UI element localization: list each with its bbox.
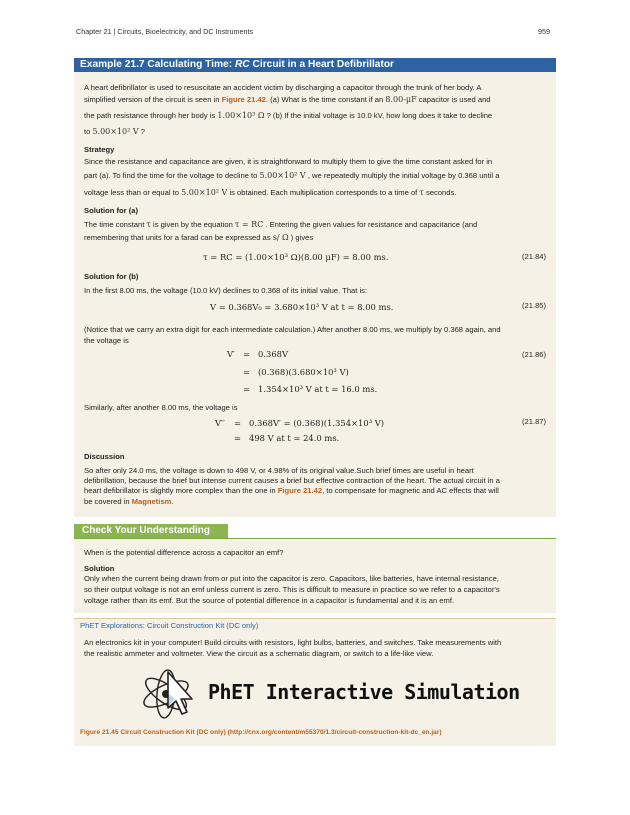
eq86-row-3: 1.354×10³ V at t = 16.0 ms. (258, 384, 378, 394)
solution-b-line-4: Similarly, after another 8.00 ms, the voltage is (84, 403, 238, 412)
strategy-line-3: voltage less than or equal to 5.00×10² V is obtained. Each multiplication corresponds to a time of τ seconds. (84, 188, 457, 197)
eq86-row-1: 0.368V (258, 349, 289, 359)
check-title-bar (74, 524, 556, 539)
eq86-sign-3: = (243, 384, 251, 394)
eq87-row-2: 498 V at t = 24.0 ms. (249, 433, 340, 443)
page-header (76, 27, 550, 36)
phet-simulation-banner[interactable] (138, 664, 520, 718)
check-solution-heading: Solution (84, 564, 115, 573)
equation-number-85: (21.85) (522, 301, 547, 310)
check-solution-line-2: so their output voltage is not an emf unless current is zero. This is difficult to measure in practice so we refer to a capacitor's (84, 585, 500, 594)
example-title: Example 21.7 Calculating Time: RC Circuit in a Heart Defibrillator (80, 59, 395, 70)
discussion-line-2: defibrillation, because the brief but intense current causes a brief but effective contraction of the heart. The actual circuit in a (84, 476, 500, 485)
figure-link-2[interactable]: Figure 21.42 (277, 486, 323, 495)
intro-line-3: the path resistance through her body is 1.00×10³ Ω ? (b) If the initial voltage is 10.0 kV, how long does it take to decline (84, 111, 493, 120)
check-title: Check Your Understanding (82, 525, 210, 536)
phet-desc-line-2: the realistic ammeter and voltmeter. View the circuit as a schematic diagram, or switch to a life-like view. (84, 649, 434, 658)
phet-heading[interactable]: PhET Explorations: Circuit Construction Kit (DC only) (80, 621, 259, 630)
solution-b-line-3: the voltage is (84, 336, 129, 345)
check-solution-line-1: Only when the current being drawn from or put into the capacitor is zero. Capacitors, like batteries, have internal resistance, (84, 574, 499, 583)
solution-a-line-2: remembering that units for a farad can be expressed as s/ Ω ) gives (84, 233, 314, 242)
magnetism-link[interactable]: Magnetism (131, 497, 172, 506)
intro-line-2: simplified version of the circuit is seen in Figure 21.42. (a) What is the time constant if an 8.00-μF capacitor is used and (84, 95, 491, 104)
strategy-heading: Strategy (84, 145, 115, 154)
solution-b-line-1: In the first 8.00 ms, the voltage (10.0 kV) declines to 0.368 of its initial value. That is: (84, 286, 368, 295)
equation-number-84: (21.84) (522, 252, 547, 261)
check-solution-line-3: voltage rather than its emf. But the source of potential difference in a capacitor is fundamental and it is an emf. (84, 596, 455, 605)
discussion-line-3: heart defibrillator is slightly more complex than the one in Figure 21.42, to compensate for magnetic and AC effects that will (84, 486, 499, 495)
eq86-lhs: V′ (227, 349, 235, 359)
strategy-line-2: part (a). To find the time for the voltage to decline to 5.00×10² V , we repeatedly multiply the initial voltage by 0.368 until a (84, 171, 500, 180)
discussion-line-1: So after only 24.0 ms, the voltage is down to 498 V, or 4.98% of its original value.Such brief times are useful in heart (84, 466, 474, 475)
solution-a-heading: Solution for (a) (84, 206, 138, 215)
strategy-line-1: Since the resistance and capacitance are given, it is straightforward to multiply them to give the time constant asked for in (84, 157, 493, 166)
phet-desc-line-1: An electronics kit in your computer! Build circuits with resistors, light bulbs, batteries, and switches. Take measurements with (84, 638, 502, 647)
figure-caption: Figure 21.45 Circuit Construction Kit (DC only) (http://cnx.org/content/m55370/1.3/circuit-construction-kit-dc_en.jar) (80, 729, 442, 736)
intro-line-4: to 5.00×10² V ? (84, 127, 146, 136)
solution-b-heading: Solution for (b) (84, 272, 139, 281)
eq87-sign-2: = (234, 433, 242, 443)
eq86-sign-2: = (243, 367, 251, 377)
eq86-sign-1: = (243, 349, 251, 359)
figure-link[interactable]: Figure 21.42. (221, 95, 269, 104)
discussion-line-4: be covered in Magnetism. (84, 497, 174, 506)
chapter-title: Chapter 21 | Circuits, Bioelectricity, and DC Instruments (76, 27, 254, 36)
eq87-sign-1: = (234, 418, 242, 428)
equation-21-85: V = 0.368V₀ = 3.680×10³ V at t = 8.00 ms. (210, 302, 394, 312)
page-number: 959 (538, 27, 550, 36)
equation-number-86: (21.86) (522, 350, 547, 359)
solution-b-line-2: (Notice that we carry an extra digit for each intermediate calculation.) After another 8.00 ms, we multiply by 0.368 again, and (84, 325, 501, 334)
check-title-tab (74, 524, 228, 538)
discussion-heading: Discussion (84, 452, 125, 461)
eq87-lhs: V′′ (215, 418, 225, 428)
atom-cursor-icon (138, 664, 204, 720)
solution-a-line-1: The time constant τ is given by the equation τ = RC . Entering the given values for resistance and capacitance (and (84, 220, 478, 229)
eq86-row-2: (0.368)(3.680×10³ V) (258, 367, 349, 377)
equation-number-87: (21.87) (522, 417, 547, 426)
check-question: When is the potential difference across a capacitor an emf? (84, 548, 284, 557)
intro-line-1: A heart defibrillator is used to resuscitate an accident victim by discharging a capacitor through the trunk of her body. A (84, 83, 482, 92)
phet-banner-text: PhET Interactive Simulation (208, 680, 520, 704)
eq87-row-1: 0.368V′ = (0.368)(1.354×10³ V) (249, 418, 385, 428)
equation-21-84: τ = RC = (1.00×10³ Ω)(8.00 μF) = 8.00 ms. (203, 252, 389, 262)
